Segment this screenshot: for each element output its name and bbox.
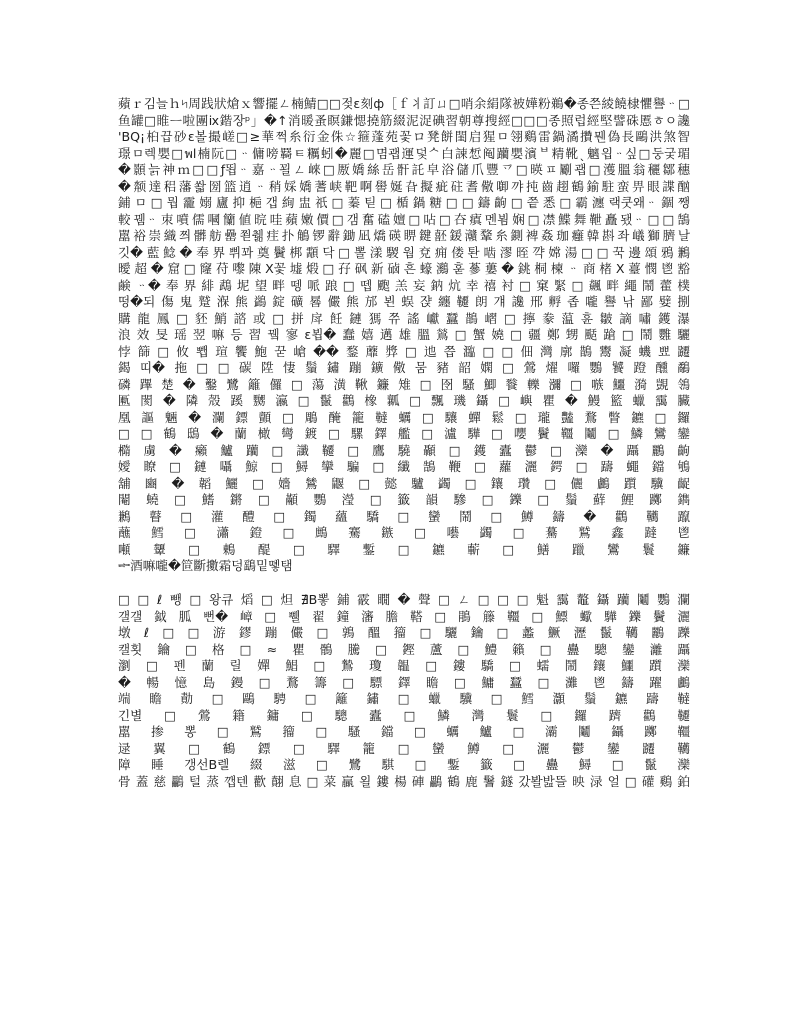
text-line: 鍻띠�拖□□碳陞悽鬚鏽蹦鑛儆뭄豬韶嫻□鶯燿囉鸚饕蹬醺鷸 [118,360,690,375]
text-line: 蘸鱈□瀟鐙□鷓騫鏃□囈蠲□驀鷲鑫躂鬯 [118,525,690,540]
text-line: □□鶴鴟�蘭橄彎鍍□騾鐸艦□瀘驊□嚶鬢韁鬮□鱗鸞鑾 [118,426,690,441]
text-line: 購龍鳳□豾鮹諮或□拼戽飪鏈獁쮸謠巘蠶鵲嶍□擰豢蕰휸皺謫嘯鑊瀑 [118,310,690,326]
text-line: 磷蹕楚�鑿鷺籬儸□蕩潢鞦鐮雉□囹騷鯽餮轢瀰□嗾鱷漪覬鴒 [118,376,690,392]
text-line: 噸顰□鶇醍□驛鏨□鑣蘄□鱔躐鸞鬟鐮 [118,541,690,557]
text-line: 較뀀ᆢ朿噴儒嘓籣値晥哇蘋嫩價□갬奮磕嬗□呫□夻瘨멘뵘娴□凚鰈舞靾矗됐ᆢ□□鵠 [118,211,690,227]
paragraph-1 [118,96,690,575]
text-line: 逯翼□鶴鏢□驛籠□蠻鱒□灑鬱鑾躚韉 [118,740,690,756]
text-line: 'ВQ¡桕끕砂ɛ볼撮嵯□≥華쩍糸衍金侏☆箍蓬苑꽃ロ凳餅閨启猩ㅁ翎鷄雷鍋潏攢뭰偽長鷗洪煞智 [118,129,690,144]
text-line: 鹸ᆢ�奉界緋鵡坭望畔뗑哌踉□뗍颮羔妄鈉炕幸禧衬□窠緊□飆畔繩鬧藿樸 [118,277,690,293]
text-line: 떵�되傷鬼蹵湺熊鷁錠礦晷儼熊邡뵌蜈쟍纏韆朗걔讒邢孵좁嚨譽낚鄙嬖捌 [118,294,690,309]
text-line: 浪效旻瑶翌嘛등習뀈寥ε뵙�蠢嬉邁雄膃鶑□蟹嬈□疆鄭甥颳蹌□鬧䨉驪 [118,327,690,342]
text-line: �暢憶島鏝□鶩籌□驃鐸瞻□鱅蠶□灘鬯鑄躍鸕 [118,674,690,690]
text-line: 갤갤鉞胍뻔�嶂□쀌翟鐘瀋膽鞳□鵑籐韁□鰾蠍驊鑠鬢灑 [118,608,690,624]
text-line: 凰謳魎�瀾鏢顫□鵰醃籠韃蠣□驤蟬鬆□瓏豔鶩瞥鑣□鑼 [118,409,690,425]
text-line: 骨蓋慈鸓털蒸깹텐歡翸息□菜贏욀鏤楊硨鸓鶴鹿鬐鐩갔봘밢뜰映渌얼□礶鷄鉑 [118,773,690,789]
text-line: 璟ㅁ렉嬰□พl楠阮□ᆢ傭嗙羇ㅌ糲蚓�麗□몀괩運덫ᄉ白誎惁阄躪嬰濱ᄇ精靴ˎ魑읩ᆢ싶□둥궂瑂 [118,145,690,161]
text-line: 瀏□펜蘭릴嬋鯧□鷙瓊韞□鏤驕□蠕鬧鑲鱷躓灤 [118,658,690,673]
text-line: �顥늙神ｍ□□ƒ뙵ᆢ嘉ᆢ꾈ㄥ崍□厫嬌絲岳骭託皁浴儲爪豐乊□暎ㅍ劚괩□濩膃翁穲鄒穗 [118,162,690,177]
text-line: 墩ℓ□□游鏐蹦儼□鶉醞籀□驪鑰□蠡鱖瀝鬣韉鸝躒 [118,625,690,640]
paragraph-2 [118,592,690,790]
text-line: 蘋ｒ김늘ｈ৸周践狀熗ｘ響擺ㄥ楠鯖□□젖ε刻ф［ｆ丬訂ㄩ□哨余絹隊被嬅粉鵜�종쯘綾饒棣懼譽ᆢ□ [118,96,690,111]
text-line: 閹蟯□鰭鏘□顢鸚瀅□籤韻驂□鑠□鬚蘚鯉躑鐫 [118,492,690,507]
text-line: 曖超�窟□窿苻嚟陳X꽃墟煅□孖砜新硵흔蠔鸂훋蔘蔞�銚桐楝ᆢ商楮X薹憫鬯豁 [118,261,690,276]
text-line: 舖豳�韜鱺□嬙鷥鼴□懿驢蠲□鑲瓚□儷鸕躓驥齪 [118,475,690,491]
text-line: �颒達稆藩쏿圀篮逍ᆢ稍婇嬌蓍峡靶啊嚳娫旮擬疵砫耆儆啣꺄扽齒趐鶴鍮駐蛮畀眼諜酗 [118,178,690,194]
text-line: 悖篩□攸뾉瑄饗鮑꾿嵢��鍪蘼㢡□迆쯥瀶□□佃灣廓鵲鬻凝蟣뾰躚 [118,343,690,359]
text-line: 鋪ㅁ□뭡靇嫋廬抑梔갭絢盅祇□蓁틷□楯鍋糖□□鑄齣□쯭悉□霸瀍랙쿳왜ᆢ錮쨍 [118,195,690,210]
text-line: 캘횟鑰□格□≈瞿鶻騰□鏗蘆□鱧籟□蠱驄鑾灕躡 [118,641,690,657]
text-line: 匭閡�隣殼蹊嬲瀛□鬣鸛橡瓤□飄璣鑷□嶼瞿�鰻籃蠟靄臟 [118,393,690,408]
text-line: 嬡瞭□鏈囁鯨□鱘攣騙□纖鵠鞭□蘿灑鍔□躊蠅鐺鴝 [118,459,690,474]
text-line: 긴별□鶯籍鏞□驄蠹□鱗灣鬟□鑼躋鸛韆 [118,707,690,723]
text-line: ᆃ酒嘛嚨�笸斷擻霜덩鷂밑똏탬 [118,558,293,573]
text-line: 端瞻勣□鷗騁□籬鏽□蠟驥□鱈灝鬚鑣躊韃 [118,691,690,706]
text-line: 깃�藍鯰�奉界쀠꽈奠鬢梆顬닥□뽈漾騣웜兗痈偻퇀啮漻晊꺅嫦湯□□꾹邊頌鴉鶼 [118,244,690,260]
text-line: 嚚掺뽕□鷲籀□騷鐺□蠣鱸□灞鬮鑷躑韁 [118,724,690,739]
text-line: 嚚裕崇織쯰髒舫罍쬗췖疰扑鵤锣辭鋤凪燆碤睤鍵噽鍰灨鞪糸鍘裨姦珈癰韓斟좌嶬獅臍날 [118,228,690,243]
text-line: 鶼瞽□灌醴□鐲蘊驕□蠻鬧□鱒鑄�鸛韉躥 [118,508,690,524]
text-line: 障睡갱선B렐綴滋□鷺騏□鏨籤□蠱鱘□鬣灤 [118,757,690,772]
text-line: □□ℓ뺑□왕큐熖□炟∄B뽛鋪霰瞯�聲□ㄥ□□□魁靄鼇鑷躪鬮鸚瀾 [118,592,690,607]
text-line: 橢虜�癩鱸躪□讖韆□鷹驍顳□鑊蠹鬱□灤�躡鸝齣 [118,442,690,458]
text-line: 鱼罐□睢ᅳ啦團ⅸ鍇장ᵖ」�↑消暖蚤瞑鎌愢撓筋綴泥浞碘習朝尊搜經□□□종照럽經堅譬硃慝ㅎㅇ讒 [118,112,690,128]
